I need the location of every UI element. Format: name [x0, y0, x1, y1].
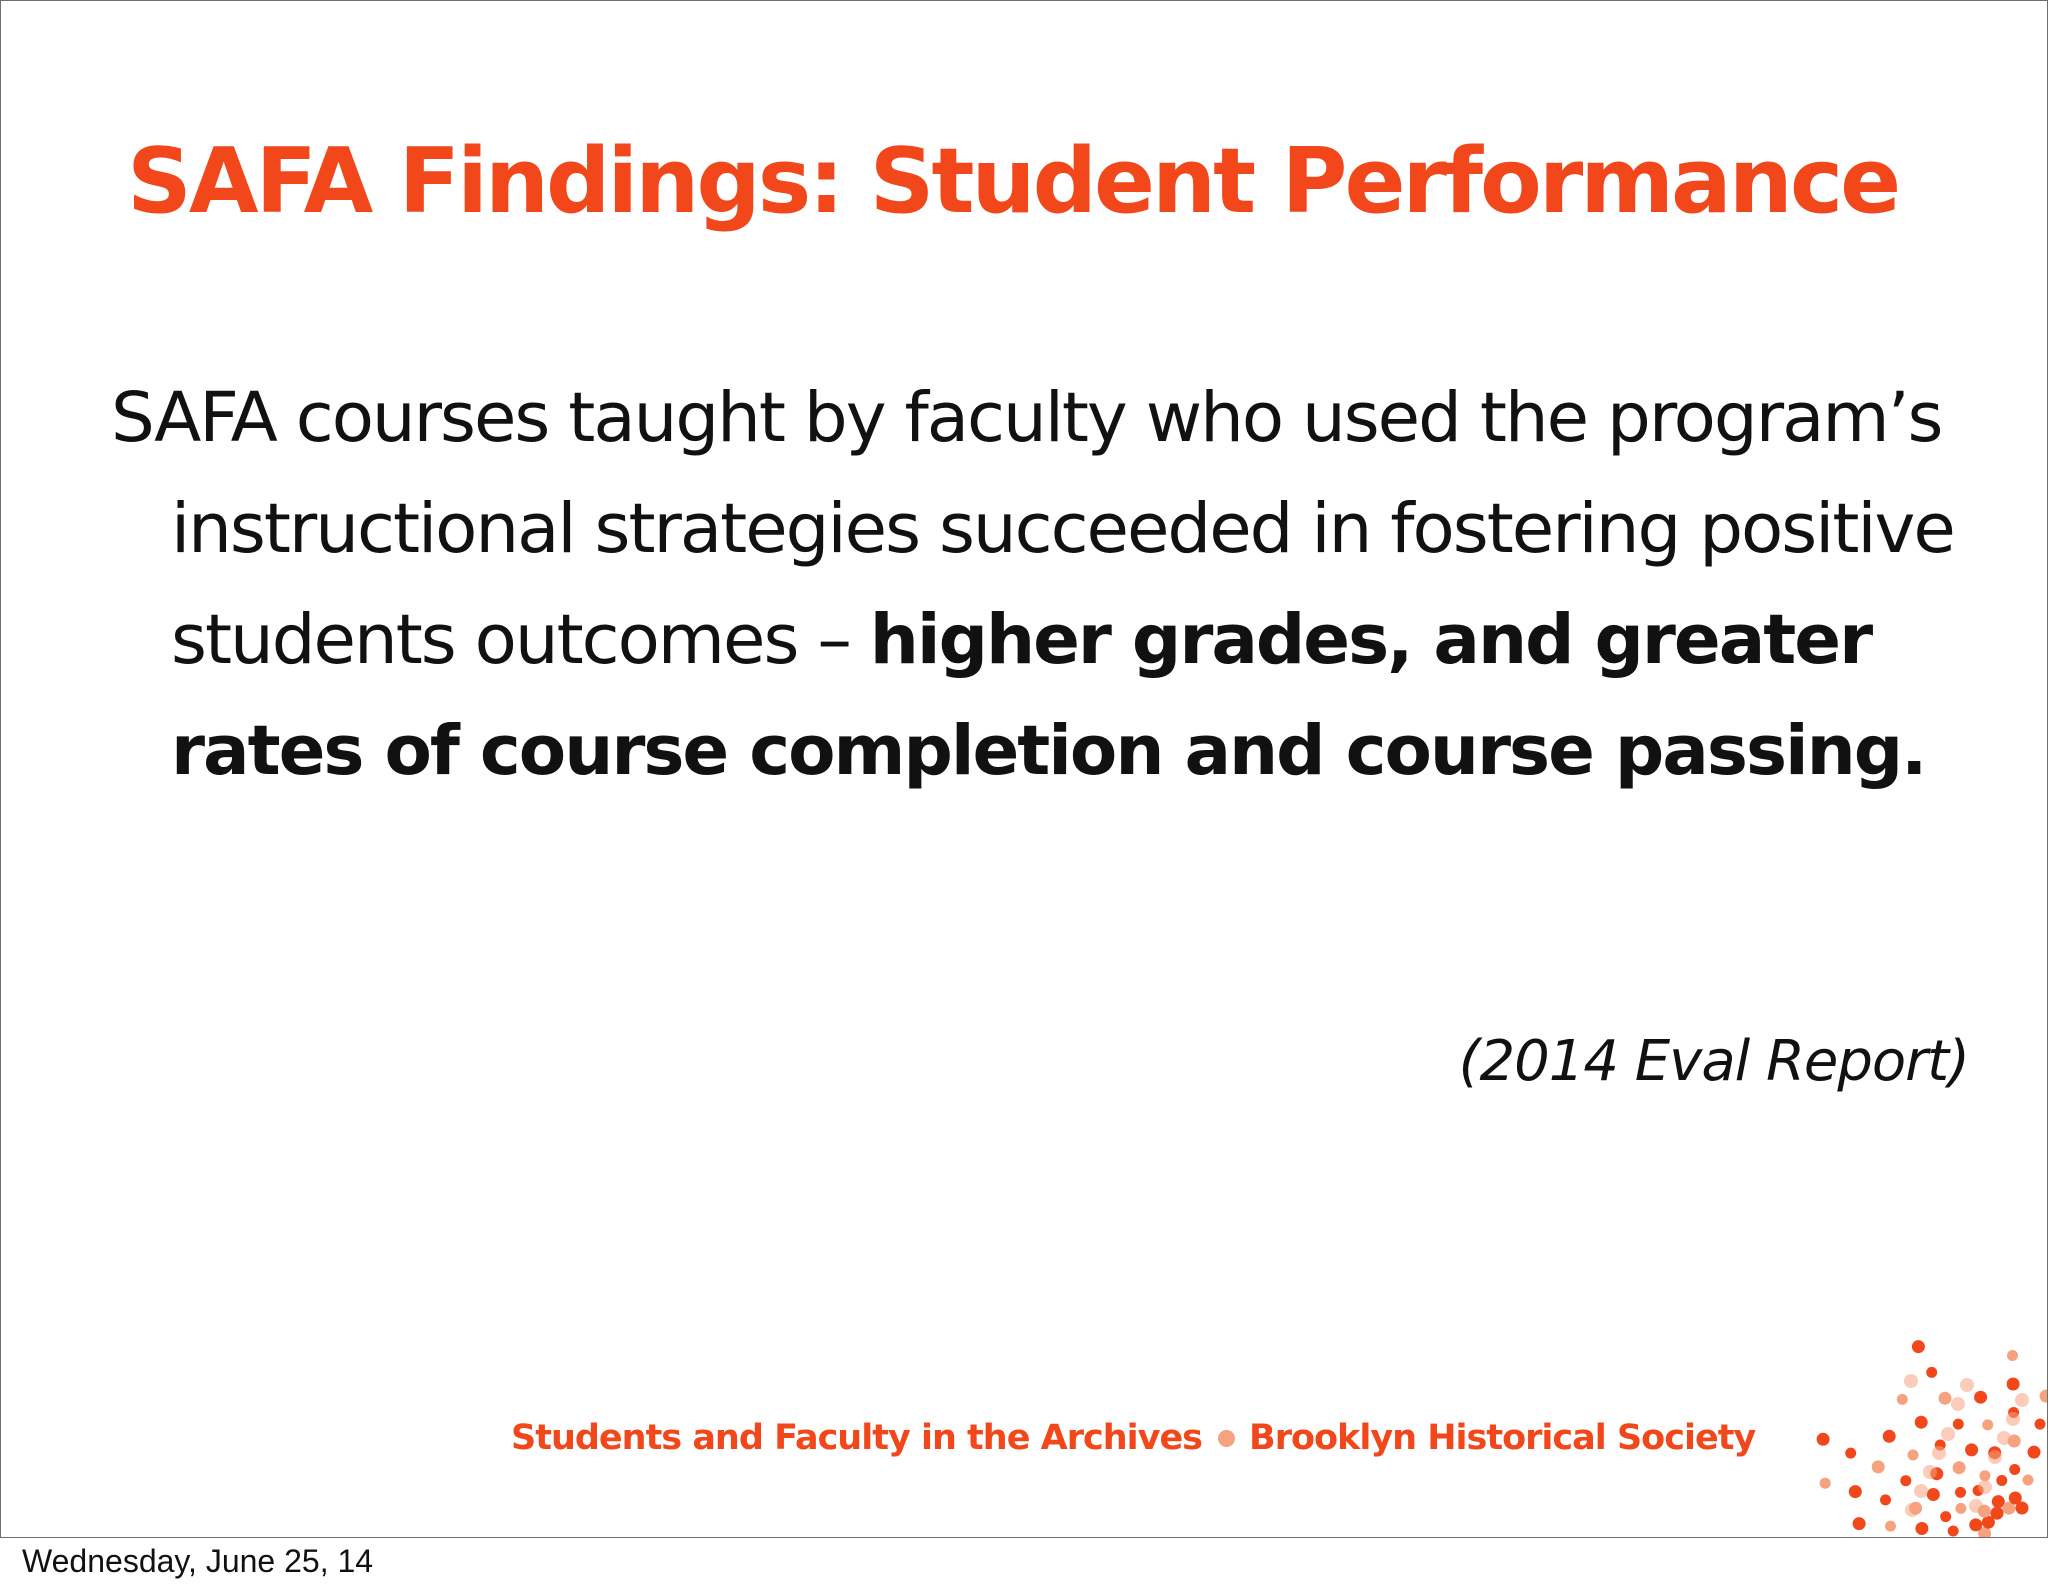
logo-dot: [1960, 1378, 1974, 1392]
logo-dot: [1817, 1433, 1830, 1446]
slide-title: SAFA Findings: Student Performance: [127, 129, 1899, 234]
dot-burst-logo-icon: [1761, 1261, 2048, 1538]
logo-dot: [1932, 1446, 1946, 1460]
logo-dot: [2035, 1419, 2046, 1430]
logo-dot: [1979, 1470, 1990, 1481]
logo-dot: [1915, 1416, 1928, 1429]
logo-dot: [1974, 1391, 1987, 1404]
logo-dot: [1897, 1394, 1908, 1405]
logo-dot: [1849, 1485, 1862, 1498]
footer-organization: Brooklyn Historical Society: [1249, 1418, 1756, 1458]
logo-dot: [1820, 1478, 1831, 1489]
logo-dot: [1991, 1507, 2004, 1520]
slide-body: [111, 363, 2031, 807]
logo-dot: [1941, 1427, 1955, 1441]
logo-dot: [1900, 1475, 1911, 1486]
logo-dot: [1953, 1461, 1966, 1474]
logo-dot: [1872, 1460, 1885, 1473]
logo-dot: [1969, 1499, 1983, 1513]
logo-dot: [1969, 1518, 1982, 1531]
logo-dot: [1996, 1475, 2007, 1486]
date-label: Wednesday, June 25, 14: [22, 1543, 374, 1579]
logo-dot: [1904, 1374, 1918, 1388]
logo-dot: [2009, 1464, 2020, 1475]
logo-dot: [1883, 1430, 1896, 1443]
logo-dot: [1915, 1522, 1928, 1535]
logo-dot: [1885, 1521, 1896, 1532]
logo-dot: [1955, 1487, 1966, 1498]
logo-dot: [1948, 1526, 1959, 1537]
body-text-plain: SAFA courses taught by faculty who used the program’s instructional strategies succeeded in fostering positive students outcomes –: [111, 378, 1954, 680]
logo-dot: [1965, 1443, 1978, 1456]
footer-separator-dot-icon: [1218, 1430, 1235, 1447]
logo-dot: [1955, 1503, 1966, 1514]
logo-dot: [2040, 1390, 2048, 1403]
logo-dot: [2016, 1502, 2029, 1515]
logo-dot: [1982, 1419, 1993, 1430]
logo-dot: [2023, 1475, 2034, 1486]
body-text-bold: higher grades, and greater rates of course completion and course passing.: [171, 600, 1926, 791]
logo-dot: [1912, 1340, 1925, 1353]
logo-dot: [1905, 1503, 1919, 1517]
footer-program: Students and Faculty in the Archives: [511, 1418, 1203, 1458]
logo-dot: [1997, 1431, 2011, 1445]
slide-footer: [511, 1413, 1755, 1463]
logo-dot: [2007, 1350, 2018, 1361]
citation: (2014 Eval Report): [1458, 1029, 1969, 1094]
logo-dot: [1988, 1450, 2002, 1464]
logo-dot: [1927, 1488, 1940, 1501]
logo-dot: [1951, 1397, 1965, 1411]
logo-dot: [1978, 1480, 1992, 1494]
logo-dot: [1845, 1448, 1856, 1459]
logo-dot: [1926, 1367, 1937, 1378]
logo-dot: [2015, 1393, 2029, 1407]
logo-dot: [1880, 1494, 1891, 1505]
logo-dot: [1939, 1392, 1952, 1405]
logo-dot: [2028, 1446, 2041, 1459]
logo-dot: [1940, 1511, 1951, 1522]
logo-dot: [2006, 1412, 2020, 1426]
logo-dot: [2007, 1378, 2020, 1391]
logo-dot: [1914, 1484, 1928, 1498]
logo-dot: [1953, 1419, 1964, 1430]
logo-dot: [1908, 1450, 1919, 1461]
logo-dot: [1923, 1465, 1937, 1479]
logo-dot: [1853, 1517, 1866, 1530]
